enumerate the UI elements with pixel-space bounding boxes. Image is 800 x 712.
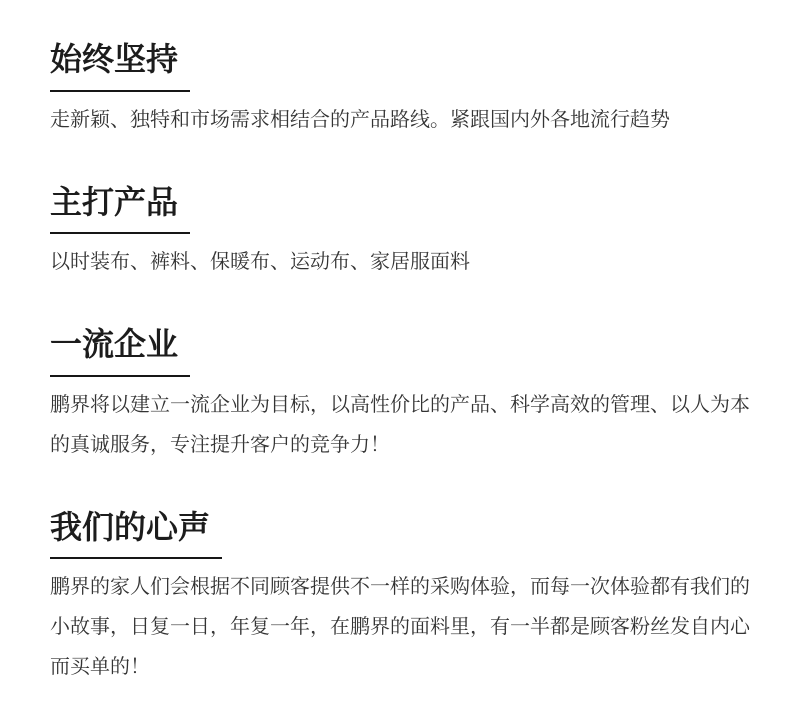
section-heading-our-voice: 我们的心声	[50, 511, 222, 560]
section-our-voice	[50, 508, 750, 688]
section-heading-first-class-enterprise: 一流企业	[50, 328, 190, 377]
section-heading-main-products: 主打产品	[50, 186, 190, 235]
section-heading-always-adhere: 始终坚持	[50, 43, 190, 92]
section-body-always-adhere: 走新颖、独特和市场需求相结合的产品路线。紧跟国内外各地流行趋势	[50, 108, 670, 131]
section-main-products	[50, 183, 750, 283]
section-first-class-enterprise	[50, 328, 750, 465]
section-always-adhere	[50, 43, 750, 140]
section-body-main-products: 以时装布、裤料、保暖布、运动布、家居服面料	[50, 251, 470, 274]
section-body-our-voice: 鹏界的家人们会根据不同顾客提供不一样的采购体验，而每一次体验都有我们的小故事，日复一日，年复一年，在鹏界的面料里，有一半都是顾客粉丝发自内心而买单的！	[50, 576, 750, 679]
section-body-first-class-enterprise: 鹏界将以建立一流企业为目标，以高性价比的产品、科学高效的管理、以人为本的真诚服务，专注提升客户的竞争力！	[50, 393, 750, 456]
